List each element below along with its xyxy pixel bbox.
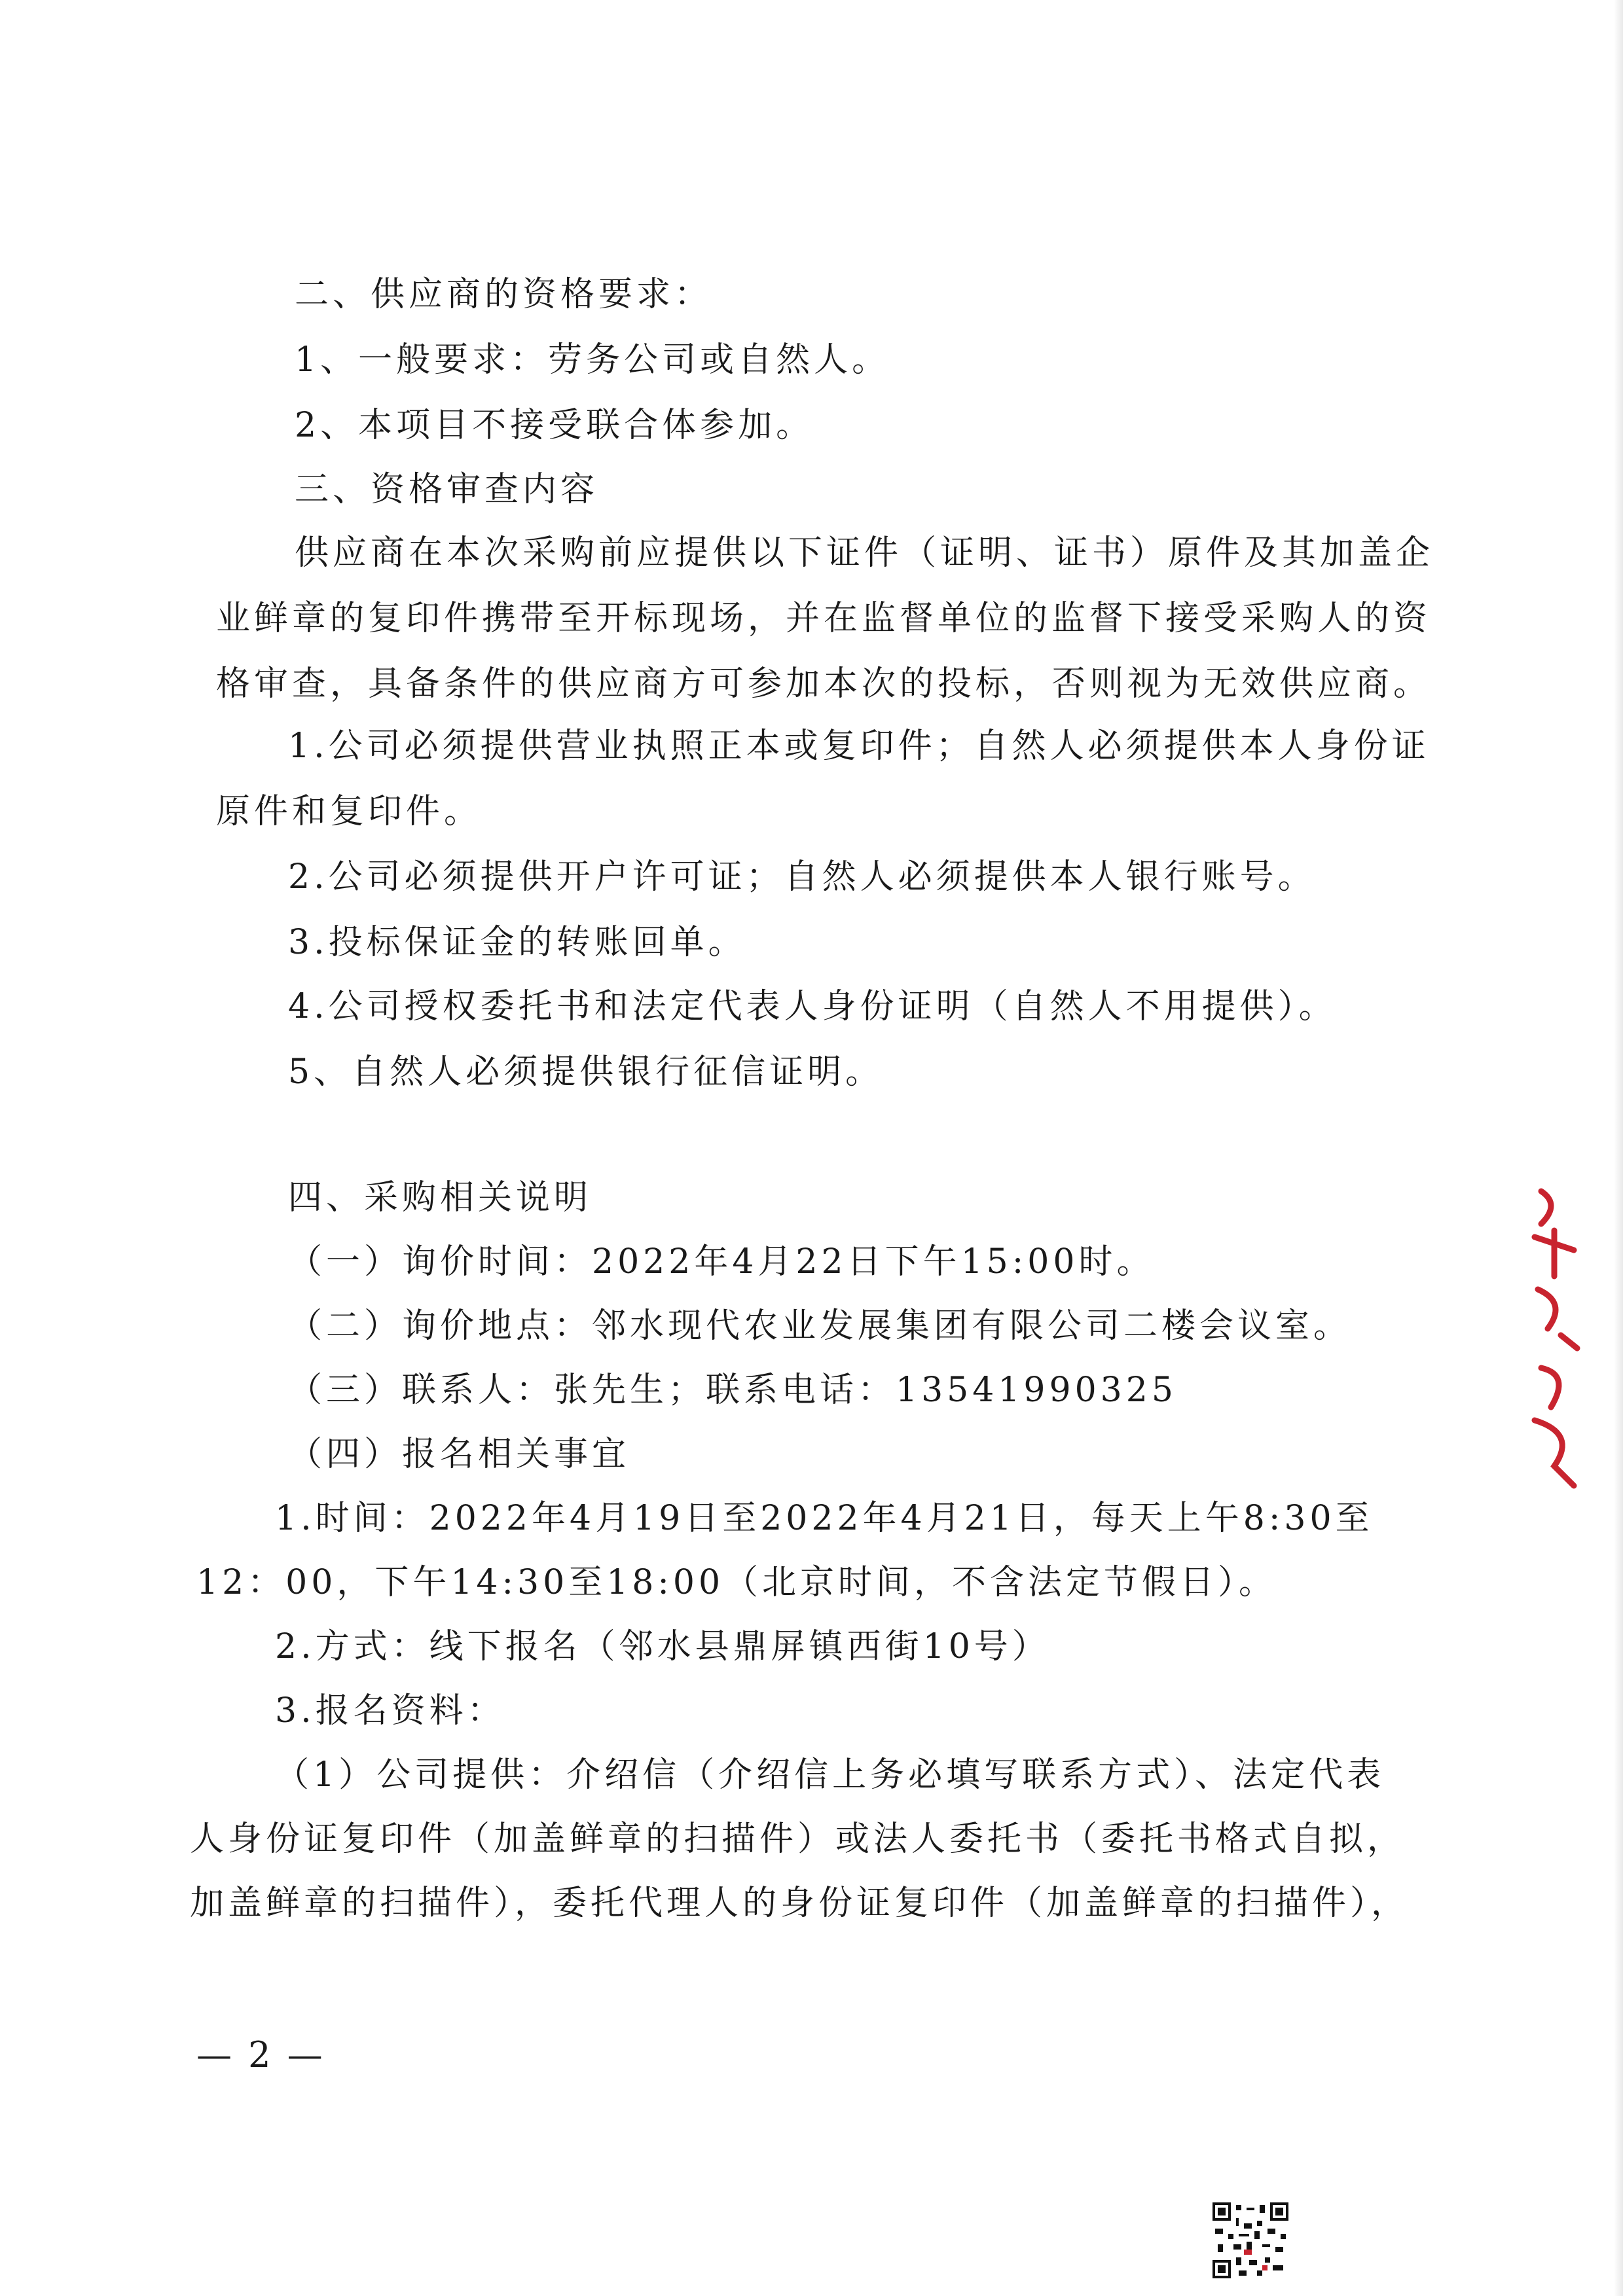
registration-line-5: （1）公司提供：介绍信（介绍信上务必填写联系方式）、法定代表 (275, 1755, 1385, 1795)
section-3-intro-line-1: 供应商在本次采购前应提供以下证件（证明、证书）原件及其加盖企 (295, 533, 1434, 573)
page-number: — 2 — (196, 2034, 325, 2075)
registration-line-1: 1.时间：2022年4月19日至2022年4月21日，每天上午8:30至 (275, 1499, 1374, 1538)
section-3-heading: 三、资格审查内容 (295, 470, 599, 509)
section-3-item-1: 1.公司必须提供营业执照正本或复印件；自然人必须提供本人身份证 (288, 726, 1430, 766)
section-3-item-1-cont: 原件和复印件。 (216, 792, 483, 831)
section-4-item-1: （一）询价时间：2022年4月22日下午15:00时。 (288, 1242, 1155, 1282)
section-3-item-2: 2.公司必须提供开户许可证；自然人必须提供本人银行账号。 (288, 857, 1316, 897)
scan-edge-shadow (1614, 0, 1623, 2296)
qr-code-icon (1213, 2202, 1288, 2278)
section-3-intro-line-3: 格审查，具备条件的供应商方可参加本次的投标，否则视为无效供应商。 (216, 664, 1432, 704)
registration-line-6: 人身份证复印件（加盖鲜章的扫描件）或法人委托书（委托书格式自拟， (190, 1820, 1406, 1859)
section-4-item-4: （四）报名相关事宜 (288, 1435, 630, 1474)
section-4-item-3: （三）联系人：张先生；联系电话：13541990325 (288, 1371, 1177, 1410)
section-4-item-2: （二）询价地点：邻水现代农业发展集团有限公司二楼会议室。 (288, 1306, 1352, 1346)
section-2-item-2: 2、本项目不接受联合体参加。 (295, 406, 814, 445)
registration-line-4: 3.报名资料： (275, 1691, 505, 1731)
section-3-item-3: 3.投标保证金的转账回单。 (288, 923, 746, 962)
section-2-item-1: 1、一般要求：劳务公司或自然人。 (295, 340, 890, 380)
registration-line-2: 12：00，下午14:30至18:00（北京时间，不含法定节假日）。 (196, 1563, 1277, 1602)
registration-line-7: 加盖鲜章的扫描件），委托代理人的身份证复印件（加盖鲜章的扫描件）， (190, 1884, 1410, 1923)
section-3-item-5: 5、自然人必须提供银行征信证明。 (288, 1052, 884, 1092)
section-3-intro-line-2: 业鲜章的复印件携带至开标现场，并在监督单位的监督下接受采购人的资 (216, 599, 1432, 638)
registration-line-3: 2.方式：线下报名（邻水县鼎屏镇西街10号） (275, 1627, 1050, 1666)
section-4-heading: 四、采购相关说明 (288, 1178, 593, 1217)
section-3-item-4: 4.公司授权委托书和法定代表人身份证明（自然人不用提供）。 (288, 987, 1337, 1026)
section-2-heading: 二、供应商的资格要求： (295, 275, 713, 314)
seal-fragment-icon (1515, 1178, 1594, 1492)
